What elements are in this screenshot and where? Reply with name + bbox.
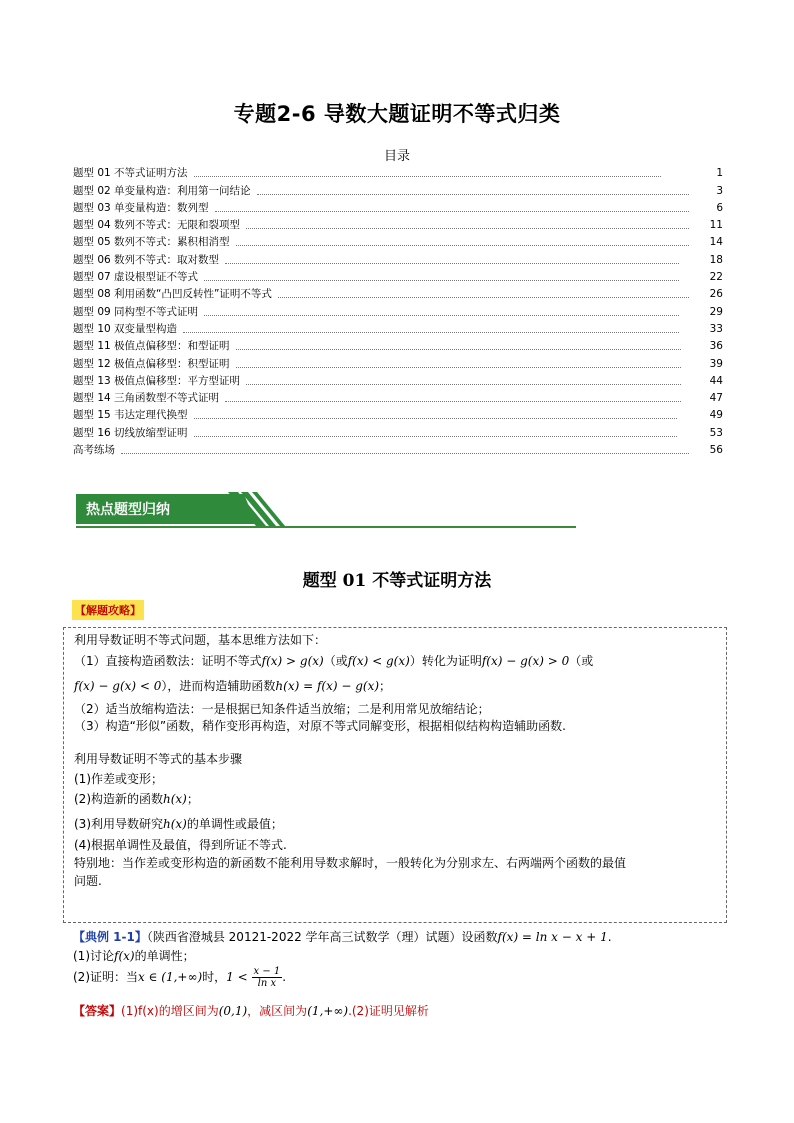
tips-line: （3）构造“形似”函数，稍作变形再构造，对原不等式同解变形，根据相似结构构造辅助函数. bbox=[74, 719, 566, 733]
toc-item-label: 高考练场 bbox=[73, 444, 115, 457]
toc-item-label: 题型 12 极值点偏移型：积型证明 bbox=[73, 357, 230, 370]
toc-item[interactable] bbox=[73, 371, 723, 388]
toc-leader-dots bbox=[204, 315, 679, 316]
toc-item-page: 18 bbox=[709, 253, 723, 266]
toc-leader-dots bbox=[215, 211, 689, 212]
toc-item-page: 39 bbox=[709, 357, 723, 370]
toc-item-page: 1 bbox=[716, 167, 723, 180]
toc-item[interactable] bbox=[73, 301, 723, 318]
tips-line: 问题. bbox=[74, 874, 102, 888]
toc-item-label: 题型 06 数列不等式：取对数型 bbox=[73, 253, 220, 266]
toc-item-page: 6 bbox=[716, 201, 723, 214]
tips-line: (4)根据单调性及最值，得到所证不等式. bbox=[74, 838, 287, 852]
toc-item-page: 26 bbox=[709, 288, 723, 301]
toc-item[interactable] bbox=[73, 284, 723, 301]
toc-item[interactable] bbox=[73, 232, 723, 249]
toc-item-page: 33 bbox=[709, 322, 723, 335]
toc-item[interactable] bbox=[73, 180, 723, 197]
toc-leader-dots bbox=[194, 418, 677, 419]
tips-box bbox=[63, 627, 727, 923]
toc-item-label: 题型 08 利用函数“凸凹反转性”证明不等式 bbox=[73, 288, 272, 301]
toc-item-page: 3 bbox=[716, 184, 723, 197]
toc-item-page: 56 bbox=[709, 444, 723, 457]
tips-line: 利用导数证明不等式问题，基本思维方法如下： bbox=[74, 633, 327, 647]
toc-item-page: 44 bbox=[709, 374, 723, 387]
toc-item-page: 53 bbox=[709, 426, 723, 439]
toc-item[interactable] bbox=[73, 440, 723, 457]
toc-leader-dots bbox=[236, 245, 689, 246]
fraction: $\frac{x - 1}{\text{ln x}}$ bbox=[253, 966, 281, 989]
answer-line: 【答案】(1)f(x)的增区间为(0,1)，减区间为(1,+∞).(2)证明见解析 bbox=[73, 1004, 429, 1018]
toc-item-page: 11 bbox=[709, 219, 723, 232]
toc-item[interactable] bbox=[73, 198, 723, 215]
toc-item[interactable] bbox=[73, 249, 723, 266]
tips-line: f(x) − g(x) < 0），进而构造辅助函数h(x) = f(x) − g(x)； bbox=[74, 679, 392, 693]
toc-item-label: 题型 02 单变量构造：利用第一问结论 bbox=[73, 184, 251, 197]
toc-leader-dots bbox=[194, 436, 677, 437]
toc-item[interactable] bbox=[73, 163, 723, 180]
toc-leader-dots bbox=[246, 228, 689, 229]
toc-item-label: 题型 09 同构型不等式证明 bbox=[73, 305, 199, 318]
toc-leader-dots bbox=[257, 194, 689, 195]
toc-item-page: 49 bbox=[709, 409, 723, 422]
toc-leader-dots bbox=[225, 401, 681, 402]
toc-item-page: 22 bbox=[709, 271, 723, 284]
toc-leader-dots bbox=[194, 176, 661, 177]
toc-leader-dots bbox=[183, 332, 679, 333]
example-header: 【典例 1-1】（陕西省澄城县 20121-2022 学年高三试数学（理）试题）设函数f(x) = ln x − x + 1. bbox=[73, 930, 612, 944]
tips-line: 特别地：当作差或变形构造的新函数不能利用导数求解时，一般转化为分别求左、右两端两个函数的最值 bbox=[74, 856, 627, 870]
tips-line: （2）适当放缩构造法：一是根据已知条件适当放缩；二是利用常见放缩结论； bbox=[74, 702, 490, 716]
banner-underline bbox=[76, 526, 576, 528]
toc-item-label: 题型 05 数列不等式：累积相消型 bbox=[73, 236, 230, 249]
toc-item-label: 题型 01 不等式证明方法 bbox=[73, 167, 188, 180]
toc-item[interactable] bbox=[73, 215, 723, 232]
toc-item-page: 29 bbox=[709, 305, 723, 318]
toc-item[interactable] bbox=[73, 267, 723, 284]
tips-line: 利用导数证明不等式的基本步骤 bbox=[74, 752, 243, 766]
toc-item-label: 题型 03 单变量构造：数列型 bbox=[73, 201, 209, 214]
toc-item-label: 题型 10 双变量型构造 bbox=[73, 322, 178, 335]
table-of-contents bbox=[73, 163, 723, 457]
toc-item-page: 36 bbox=[709, 340, 723, 353]
toc-item-label: 题型 14 三角函数型不等式证明 bbox=[73, 392, 220, 405]
toc-heading: 目录 bbox=[383, 149, 410, 164]
example-question-2: (2)证明：当x ∈ (1,+∞)时，1 < $\frac{x - 1}{\text{ln x}}$ . bbox=[73, 966, 287, 989]
toc-item[interactable] bbox=[73, 422, 723, 439]
toc-item-page: 14 bbox=[709, 236, 723, 249]
document-title: 专题2-6 导数大题证明不等式归类 bbox=[233, 102, 561, 126]
tips-line: (1)作差或变形； bbox=[74, 772, 163, 786]
example-question-1: (1)讨论f(x)的单调性； bbox=[73, 949, 195, 963]
toc-item-label: 题型 11 极值点偏移型：和型证明 bbox=[73, 340, 230, 353]
toc-item[interactable] bbox=[73, 405, 723, 422]
tips-line: (2)构造新的函数h(x)； bbox=[74, 792, 199, 806]
toc-leader-dots bbox=[121, 453, 689, 454]
toc-item[interactable] bbox=[73, 353, 723, 370]
toc-item[interactable] bbox=[73, 319, 723, 336]
toc-item-label: 题型 16 切线放缩型证明 bbox=[73, 426, 188, 439]
toc-item-label: 题型 13 极值点偏移型：平方型证明 bbox=[73, 374, 241, 387]
toc-item-label: 题型 15 韦达定理代换型 bbox=[73, 409, 188, 422]
toc-leader-dots bbox=[204, 280, 679, 281]
banner-label: 热点题型归纳 bbox=[86, 502, 170, 518]
toc-leader-dots bbox=[246, 384, 681, 385]
toc-item-label: 题型 04 数列不等式：无限和裂项型 bbox=[73, 219, 241, 232]
tips-line: （1）直接构造函数法：证明不等式f(x) > g(x)（或f(x) < g(x)）转化为证明f(x) − g(x) > 0（或 bbox=[74, 654, 594, 668]
toc-leader-dots bbox=[225, 263, 679, 264]
toc-leader-dots bbox=[236, 367, 681, 368]
toc-item-label: 题型 07 虚设根型证不等式 bbox=[73, 271, 199, 284]
toc-leader-dots bbox=[236, 349, 681, 350]
toc-leader-dots bbox=[278, 297, 689, 298]
tips-label: 【解题攻略】 bbox=[72, 600, 144, 620]
tips-line: (3)利用导数研究h(x)的单调性或最值； bbox=[74, 817, 283, 831]
toc-item[interactable] bbox=[73, 336, 723, 353]
section-banner bbox=[76, 492, 576, 528]
toc-item[interactable] bbox=[73, 388, 723, 405]
section-title: 题型 01 不等式证明方法 bbox=[302, 571, 492, 591]
toc-item-page: 47 bbox=[709, 392, 723, 405]
